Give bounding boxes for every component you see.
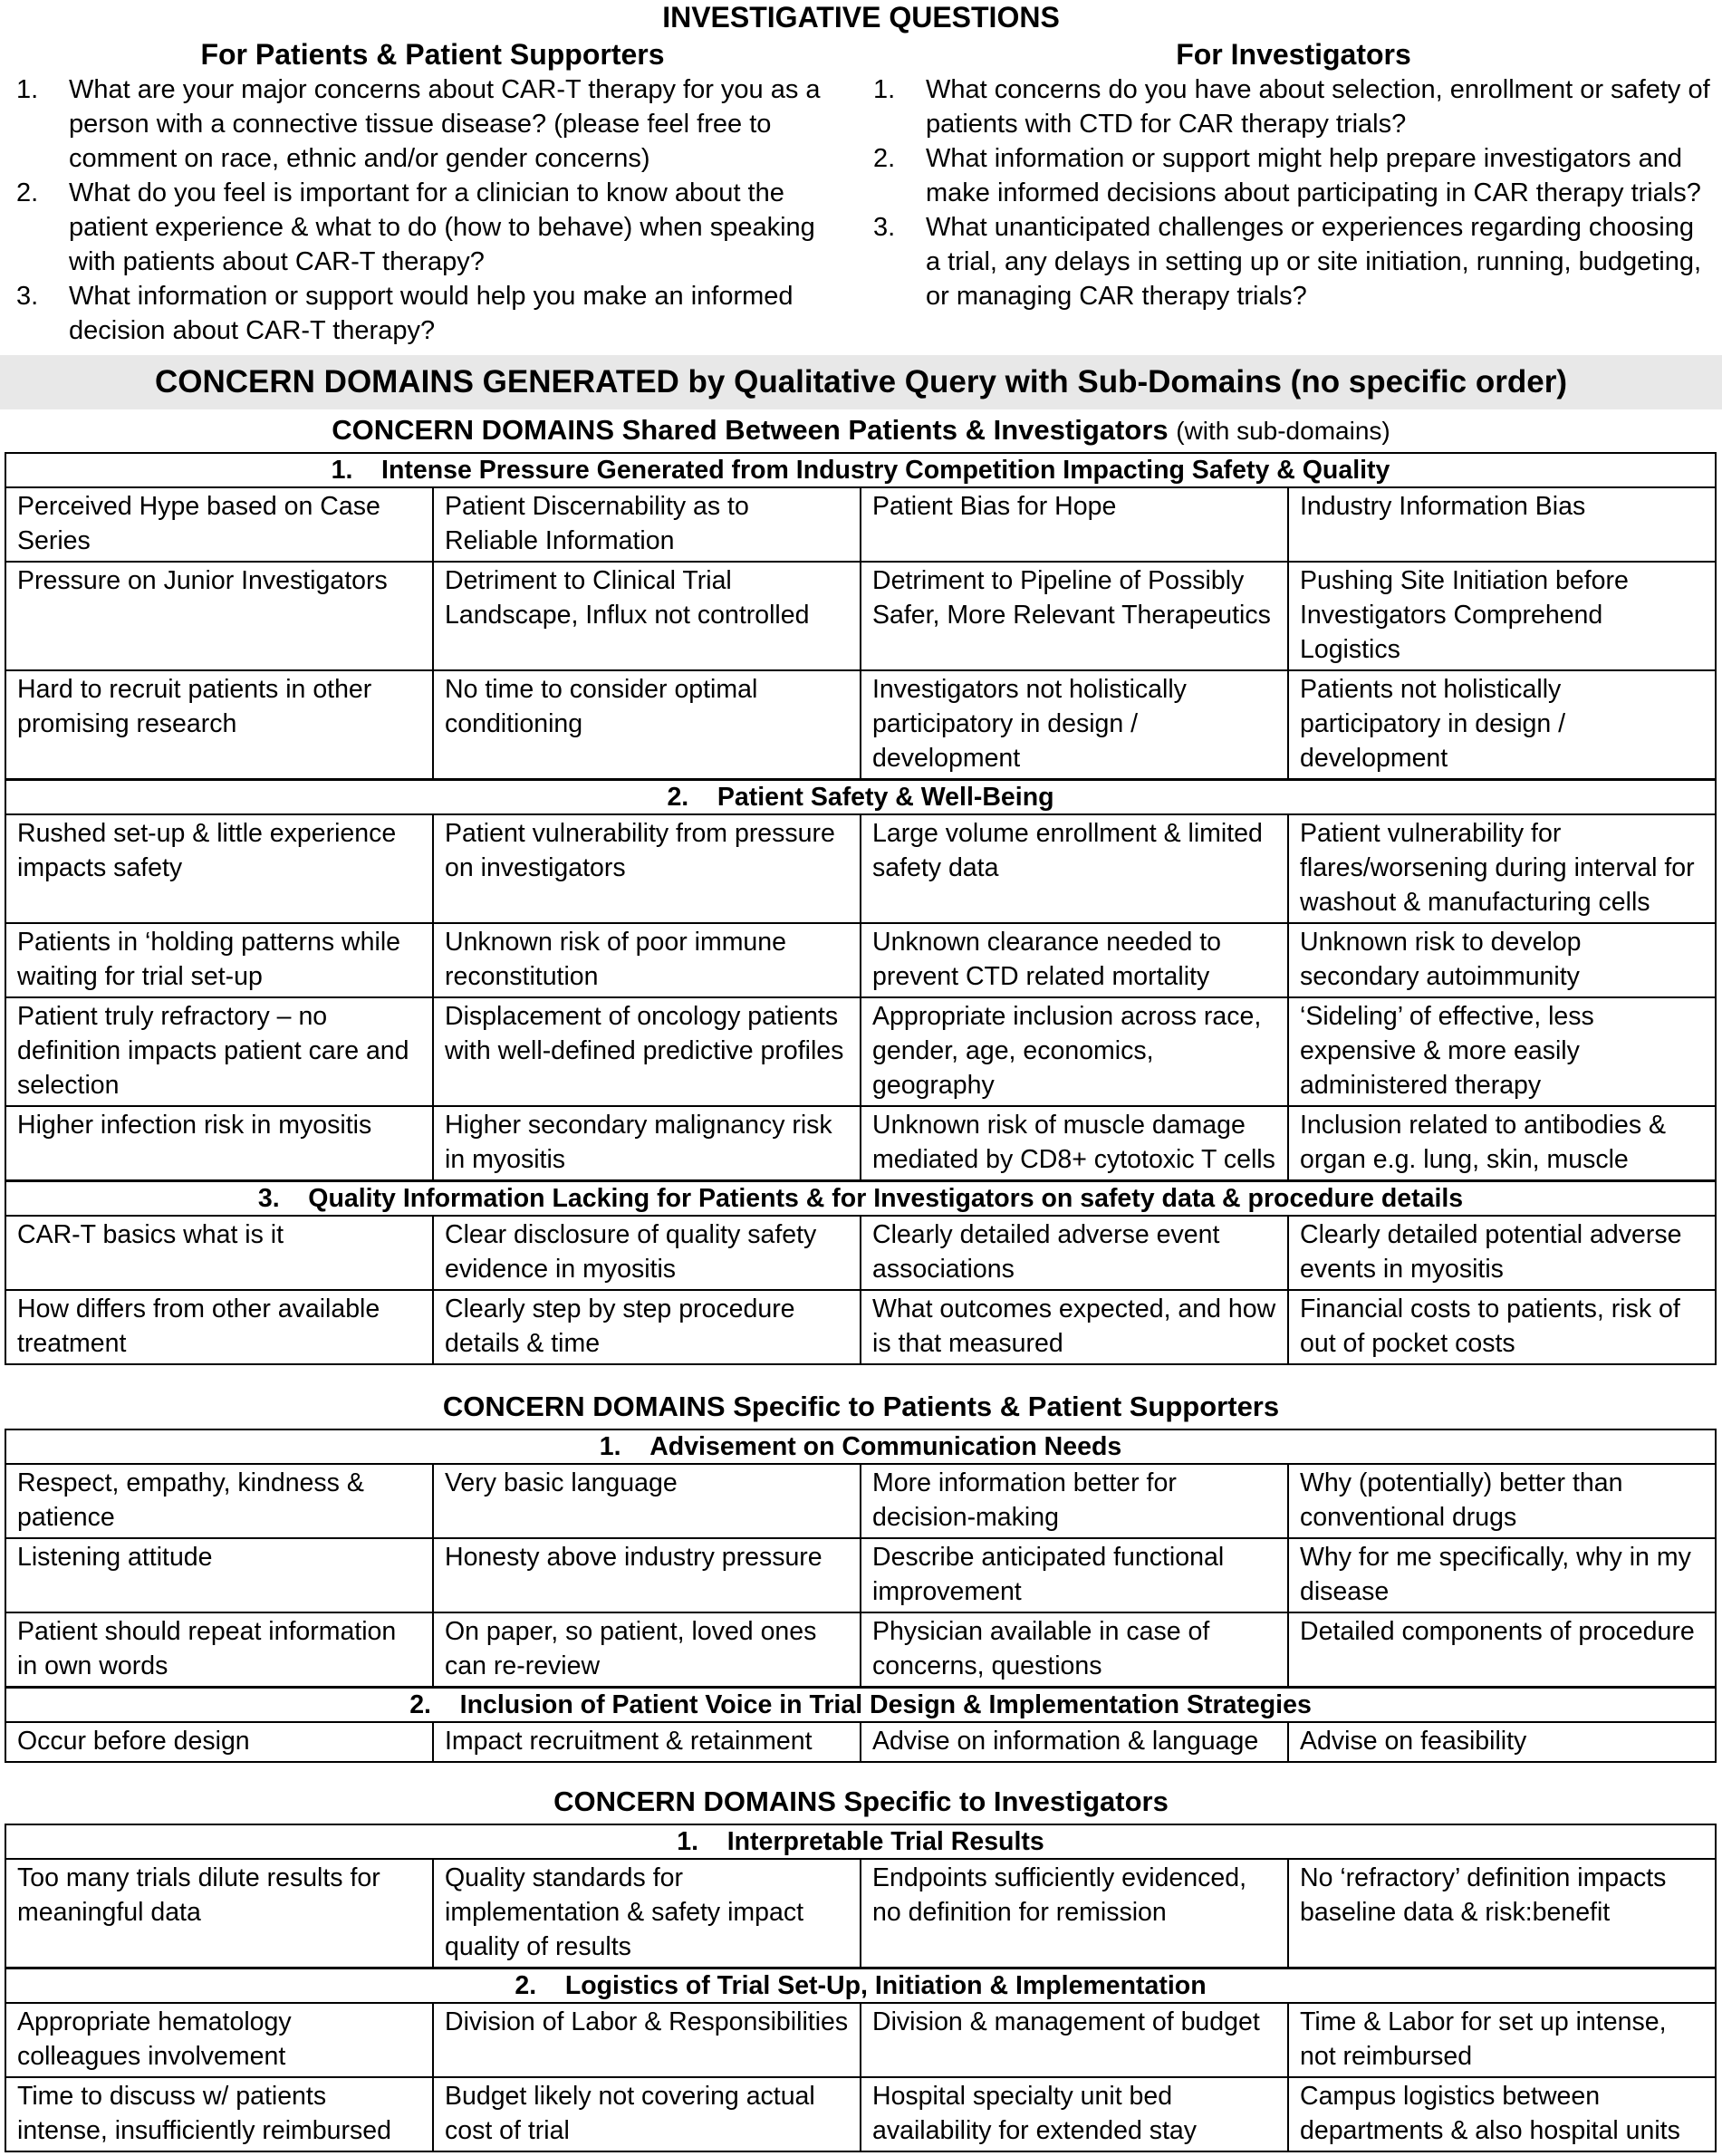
domain-header-row <box>5 1968 1716 2004</box>
sub-domain-row <box>5 562 1716 670</box>
sub-domain-cell: Appropriate inclusion across race, gender, age, economics, geography <box>861 997 1288 1106</box>
sub-domain-cell: Patient Bias for Hope <box>861 487 1288 562</box>
sub-domain-cell: Financial costs to patients, risk of out of pocket costs <box>1288 1290 1716 1364</box>
sub-domain-cell: Pressure on Junior Investigators <box>5 562 433 670</box>
investigators-question-item: 3. What unanticipated challenges or experiences regarding choosing a trial, any delays in setting up or site initiation, running, budgeting, or managing CAR therapy trials? <box>873 213 1702 311</box>
patients-domains-heading: CONCERN DOMAINS Specific to Patients & Patient Supporters <box>442 1391 1280 1422</box>
sub-domain-cell: Patient truly refractory – no definition impacts patient care and selection <box>5 997 433 1106</box>
patients-questions-heading: For Patients & Patient Supporters <box>200 38 665 71</box>
sub-domain-row <box>5 814 1716 923</box>
sub-domain-cell: Detriment to Clinical Trial Landscape, Influx not controlled <box>433 562 861 670</box>
sub-domain-row <box>5 1290 1716 1364</box>
sub-domain-row <box>5 1106 1716 1181</box>
patients-question-item: 3. What information or support would help you make an informed decision about CAR-T therapy? <box>16 282 794 345</box>
shared-domains-table <box>5 452 1717 1365</box>
sub-domain-cell: Listening attitude <box>5 1538 433 1612</box>
sub-domain-cell: Physician available in case of concerns, questions <box>861 1612 1288 1688</box>
sub-domain-row <box>5 1538 1716 1612</box>
sub-domain-cell: Too many trials dilute results for meaningful data <box>5 1859 433 1968</box>
patients-domains-table <box>5 1429 1717 1763</box>
sub-domain-cell: Campus logistics between departments & also hospital units <box>1288 2077 1716 2151</box>
domain-header-row <box>5 780 1716 815</box>
sub-domain-row <box>5 487 1716 562</box>
sub-domain-cell: Detriment to Pipeline of Possibly Safer, More Relevant Therapeutics <box>861 562 1288 670</box>
domain-header-row <box>5 1429 1716 1464</box>
sub-domain-row <box>5 2003 1716 2077</box>
domain-title: 2. Patient Safety & Well-Being <box>5 780 1716 815</box>
sub-domain-row <box>5 670 1716 780</box>
sub-domain-cell: Clear disclosure of quality safety evidence in myositis <box>433 1216 861 1290</box>
sub-domain-cell: Patient Discernability as to Reliable Information <box>433 487 861 562</box>
sub-domain-cell: Industry Information Bias <box>1288 487 1716 562</box>
investigators-domains-table <box>5 1824 1717 2152</box>
sub-domain-cell: Quality standards for implementation & safety impact quality of results <box>433 1859 861 1968</box>
sub-domain-row <box>5 1859 1716 1968</box>
sub-domain-cell: Rushed set-up & little experience impacts safety <box>5 814 433 923</box>
sub-domain-cell: Perceived Hype based on Case Series <box>5 487 433 562</box>
sub-domain-cell: Patients not holistically participatory in design / development <box>1288 670 1716 780</box>
sub-domain-cell: Patients in ‘holding patterns while waiting for trial set-up <box>5 923 433 997</box>
sub-domain-cell: Endpoints sufficiently evidenced, no definition for remission <box>861 1859 1288 1968</box>
sub-domain-cell: What outcomes expected, and how is that measured <box>861 1290 1288 1364</box>
sub-domain-cell: Higher infection risk in myositis <box>5 1106 433 1181</box>
investigators-question-item: 2. What information or support might help prepare investigators and make informed decisions about participating in CAR therapy trials? <box>873 144 1701 207</box>
sub-domain-cell: Honesty above industry pressure <box>433 1538 861 1612</box>
sub-domain-cell: No ‘refractory’ definition impacts baseline data & risk:benefit <box>1288 1859 1716 1968</box>
sub-domain-row <box>5 1464 1716 1538</box>
sub-domain-cell: Budget likely not covering actual cost of trial <box>433 2077 861 2151</box>
investigators-questions-heading: For Investigators <box>1176 38 1411 71</box>
sub-domain-cell: Describe anticipated functional improvement <box>861 1538 1288 1612</box>
sub-domain-cell: Why for me specifically, why in my disease <box>1288 1538 1716 1612</box>
sub-domain-cell: Patient should repeat information in own words <box>5 1612 433 1688</box>
sub-domain-cell: Respect, empathy, kindness & patience <box>5 1464 433 1538</box>
sub-domain-cell: Patient vulnerability for flares/worsening during interval for washout & manufacturing cells <box>1288 814 1716 923</box>
sub-domain-cell: Inclusion related to antibodies & organ e.g. lung, skin, muscle <box>1288 1106 1716 1181</box>
sub-domain-cell: Time & Labor for set up intense, not reimbursed <box>1288 2003 1716 2077</box>
sub-domain-row <box>5 1722 1716 1762</box>
sub-domain-cell: Very basic language <box>433 1464 861 1538</box>
sub-domain-cell: Clearly step by step procedure details & time <box>433 1290 861 1364</box>
domain-title: 1. Intense Pressure Generated from Industry Competition Impacting Safety & Quality <box>5 453 1716 487</box>
sub-domain-cell: CAR-T basics what is it <box>5 1216 433 1290</box>
domain-title: 2. Logistics of Trial Set-Up, Initiation & Implementation <box>5 1968 1716 2004</box>
sub-domain-cell: Time to discuss w/ patients intense, insufficiently reimbursed <box>5 2077 433 2151</box>
domain-header-row <box>5 453 1716 487</box>
sub-domain-cell: Higher secondary malignancy risk in myositis <box>433 1106 861 1181</box>
sub-domain-cell: More information better for decision-making <box>861 1464 1288 1538</box>
sub-domain-cell: Large volume enrollment & limited safety data <box>861 814 1288 923</box>
investigative-questions-title: INVESTIGATIVE QUESTIONS <box>662 1 1060 34</box>
sub-domain-cell: Hospital specialty unit bed availability for extended stay <box>861 2077 1288 2151</box>
sub-domain-cell: Hard to recruit patients in other promising research <box>5 670 433 780</box>
domain-header-row <box>5 1824 1716 1859</box>
sub-domain-cell: Division & management of budget <box>861 2003 1288 2077</box>
sub-domain-row <box>5 1216 1716 1290</box>
sub-domain-cell: Division of Labor & Responsibilities <box>433 2003 861 2077</box>
sub-domain-cell: Why (potentially) better than conventional drugs <box>1288 1464 1716 1538</box>
domain-header-row <box>5 1688 1716 1723</box>
domain-title: 2. Inclusion of Patient Voice in Trial Design & Implementation Strategies <box>5 1688 1716 1723</box>
patients-questions-list <box>16 72 832 348</box>
sub-domain-cell: Clearly detailed potential adverse events in myositis <box>1288 1216 1716 1290</box>
sub-domain-cell: Unknown clearance needed to prevent CTD related mortality <box>861 923 1288 997</box>
sub-domain-cell: Pushing Site Initiation before Investigators Comprehend Logistics <box>1288 562 1716 670</box>
sub-domain-cell: Advise on feasibility <box>1288 1722 1716 1762</box>
patients-question-item: 1. What are your major concerns about CAR-T therapy for you as a person with a connective tissue disease? (please feel free to comment on race, ethnic and/or gender concerns) <box>16 75 821 173</box>
sub-domain-cell: Investigators not holistically participatory in design / development <box>861 670 1288 780</box>
sub-domain-row <box>5 997 1716 1106</box>
sub-domain-cell: Detailed components of procedure <box>1288 1612 1716 1688</box>
sub-domain-cell: Advise on information & language <box>861 1722 1288 1762</box>
sub-domain-cell: No time to consider optimal conditioning <box>433 670 861 780</box>
sub-domain-cell: Unknown risk of muscle damage mediated by CD8+ cytotoxic T cells <box>861 1106 1288 1181</box>
sub-domain-cell: Unknown risk to develop secondary autoimmunity <box>1288 923 1716 997</box>
investigators-domains-heading: CONCERN DOMAINS Specific to Investigators <box>553 1785 1169 1817</box>
sub-domain-row <box>5 923 1716 997</box>
sub-domain-cell: On paper, so patient, loved ones can re-review <box>433 1612 861 1688</box>
shared-domains-heading: CONCERN DOMAINS Shared Between Patients & Investigators (with sub-domains) <box>332 414 1390 446</box>
concern-domains-banner: CONCERN DOMAINS GENERATED by Qualitative Query with Sub-Domains (no specific order) <box>0 355 1722 409</box>
domain-title: 1. Interpretable Trial Results <box>5 1824 1716 1859</box>
sub-domain-cell: How differs from other available treatment <box>5 1290 433 1364</box>
domain-title: 3. Quality Information Lacking for Patients & for Investigators on safety data & procedure details <box>5 1181 1716 1217</box>
sub-domain-cell: Unknown risk of poor immune reconstitution <box>433 923 861 997</box>
sub-domain-cell: Impact recruitment & retainment <box>433 1722 861 1762</box>
sub-domain-cell: Clearly detailed adverse event associations <box>861 1216 1288 1290</box>
investigators-questions-list <box>873 72 1711 313</box>
investigators-question-item: 1. What concerns do you have about selection, enrollment or safety of patients with CTD for CAR therapy trials? <box>873 75 1710 139</box>
sub-domain-cell: Appropriate hematology colleagues involvement <box>5 2003 433 2077</box>
sub-domain-cell: ‘Sideling’ of effective, less expensive & more easily administered therapy <box>1288 997 1716 1106</box>
sub-domain-cell: Patient vulnerability from pressure on investigators <box>433 814 861 923</box>
domain-header-row <box>5 1181 1716 1217</box>
sub-domain-row <box>5 2077 1716 2151</box>
sub-domain-cell: Occur before design <box>5 1722 433 1762</box>
patients-question-item: 2. What do you feel is important for a clinician to know about the patient experience & what to do (how to behave) when speaking with patients about CAR-T therapy? <box>16 178 815 276</box>
sub-domain-row <box>5 1612 1716 1688</box>
domain-title: 1. Advisement on Communication Needs <box>5 1429 1716 1464</box>
sub-domain-cell: Displacement of oncology patients with well-defined predictive profiles <box>433 997 861 1106</box>
